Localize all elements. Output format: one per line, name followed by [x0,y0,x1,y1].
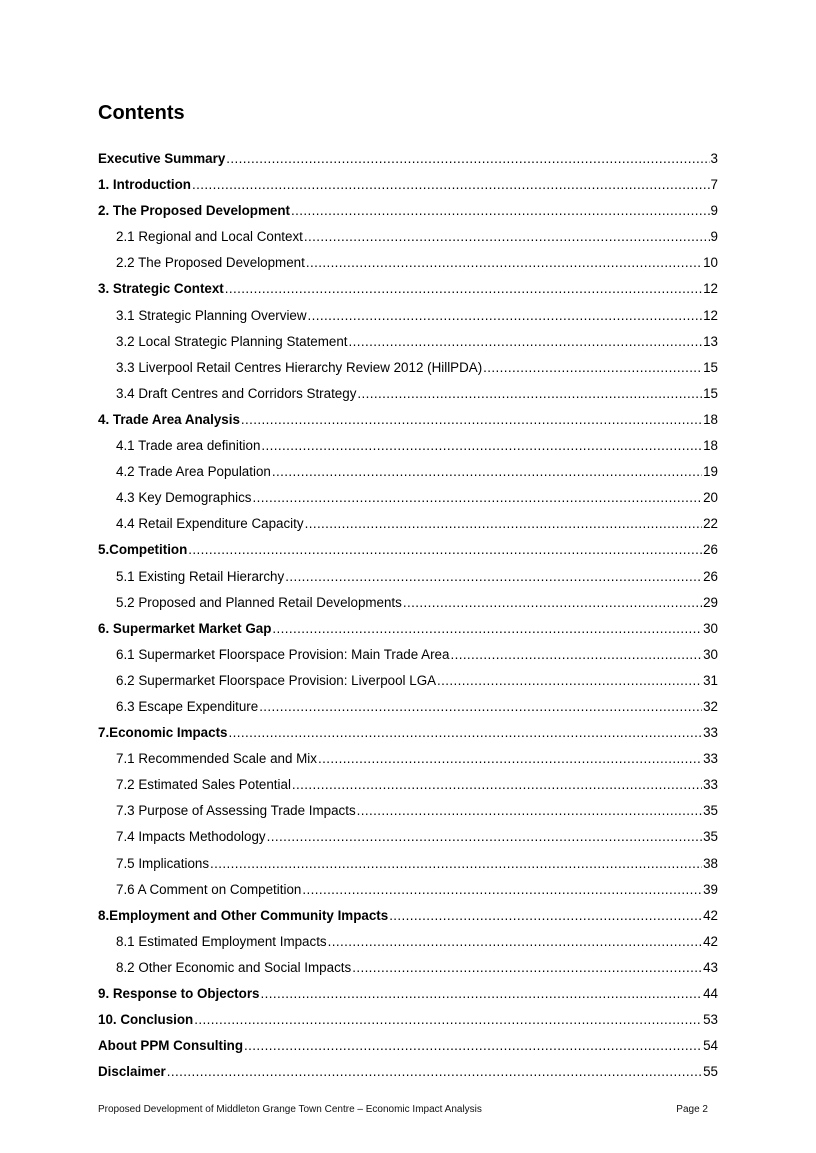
toc-entry-page-number: 26 [703,568,718,584]
toc-section-entry[interactable] [98,1033,718,1059]
toc-entry-label: 7.4 Impacts Methodology [116,829,266,845]
toc-entry-label: 7.Economic Impacts [98,725,228,741]
toc-entry-label: 3.3 Liverpool Retail Centres Hierarchy Review 2012 (HillPDA) [116,359,483,375]
toc-entry-page-number: 42 [703,907,718,923]
toc-subsection-entry[interactable] [98,250,718,276]
toc-dot-leader [194,1007,702,1033]
toc-entry-label: 10. Conclusion [98,1012,194,1028]
toc-section-entry[interactable] [98,537,718,563]
toc-section-entry[interactable] [98,720,718,746]
toc-dot-leader [305,511,703,537]
toc-entry-page-number: 12 [703,307,718,323]
toc-dot-leader [357,381,702,407]
toc-subsection-entry[interactable] [98,668,718,694]
toc-entry-page-number: 54 [703,1038,718,1054]
toc-dot-leader [225,276,702,302]
toc-entry-label: 6.3 Escape Expenditure [116,698,259,714]
toc-entry-page-number: 30 [703,646,718,662]
toc-subsection-entry[interactable] [98,877,718,903]
toc-subsection-entry[interactable] [98,224,718,250]
toc-entry-page-number: 10 [703,255,718,271]
toc-entry-page-number: 13 [703,333,718,349]
toc-subsection-entry[interactable] [98,590,718,616]
toc-entry-label: 3.2 Local Strategic Planning Statement [116,333,348,349]
toc-entry-label: 3.4 Draft Centres and Corridors Strategy [116,385,357,401]
toc-entry-label: 7.1 Recommended Scale and Mix [116,751,317,767]
toc-dot-leader [483,355,702,381]
toc-entry-page-number: 33 [703,751,718,767]
toc-subsection-entry[interactable] [98,694,718,720]
toc-dot-leader [210,851,702,877]
toc-dot-leader [285,564,702,590]
toc-subsection-entry[interactable] [98,381,718,407]
toc-subsection-entry[interactable] [98,746,718,772]
toc-dot-leader [229,720,703,746]
toc-dot-leader [389,903,702,929]
toc-entry-label: 4.2 Trade Area Population [116,464,271,480]
toc-section-entry[interactable] [98,198,718,224]
toc-dot-leader [302,877,702,903]
toc-entry-page-number: 35 [703,829,718,845]
toc-subsection-entry[interactable] [98,355,718,381]
toc-dot-leader [167,1059,702,1085]
toc-dot-leader [450,642,702,668]
toc-entry-page-number: 15 [703,359,718,375]
toc-entry-label: 5.1 Existing Retail Hierarchy [116,568,285,584]
toc-subsection-entry[interactable] [98,303,718,329]
toc-entry-page-number: 9 [710,229,718,245]
footer-page-number: Page 2 [676,1104,708,1115]
table-of-contents [98,146,718,1085]
toc-subsection-entry[interactable] [98,824,718,850]
toc-entry-page-number: 39 [703,881,718,897]
toc-entry-page-number: 30 [703,620,718,636]
toc-subsection-entry[interactable] [98,564,718,590]
toc-dot-leader [352,955,702,981]
toc-entry-label: 2.2 The Proposed Development [116,255,305,271]
toc-subsection-entry[interactable] [98,511,718,537]
toc-section-entry[interactable] [98,616,718,642]
toc-dot-leader [328,929,702,955]
page-footer [98,1104,708,1116]
toc-entry-page-number: 3 [710,151,718,166]
toc-entry-page-number: 55 [703,1064,718,1080]
toc-entry-label: 7.3 Purpose of Assessing Trade Impacts [116,803,356,819]
toc-entry-label: 8.2 Other Economic and Social Impacts [116,959,352,975]
toc-dot-leader [252,485,702,511]
toc-entry-label: 4.1 Trade area definition [116,438,261,454]
toc-section-entry[interactable] [98,276,718,302]
toc-entry-label: About PPM Consulting [98,1038,244,1054]
toc-entry-label: 3. Strategic Context [98,281,224,297]
toc-section-entry[interactable] [98,146,718,172]
toc-entry-label: 4. Trade Area Analysis [98,411,240,427]
toc-entry-label: 2. The Proposed Development [98,203,290,219]
toc-subsection-entry[interactable] [98,798,718,824]
toc-entry-page-number: 33 [703,725,718,741]
toc-entry-page-number: 12 [703,281,718,297]
toc-entry-label: 5.2 Proposed and Planned Retail Developments [116,594,402,610]
toc-dot-leader [308,303,703,329]
toc-entry-label: 6. Supermarket Market Gap [98,620,272,636]
toc-entry-label: 8.1 Estimated Employment Impacts [116,933,327,949]
toc-dot-leader [259,694,702,720]
toc-subsection-entry[interactable] [98,485,718,511]
toc-dot-leader [272,616,702,642]
toc-dot-leader [192,172,710,198]
toc-entry-label: Executive Summary [98,151,226,166]
toc-dot-leader [244,1033,702,1059]
toc-subsection-entry[interactable] [98,433,718,459]
toc-dot-leader [291,198,710,224]
toc-dot-leader [261,433,702,459]
toc-entry-label: 3.1 Strategic Planning Overview [116,307,307,323]
toc-entry-label: 6.2 Supermarket Floorspace Provision: Liverpool LGA [116,672,437,688]
toc-subsection-entry[interactable] [98,459,718,485]
toc-entry-label: 7.5 Implications [116,855,210,871]
toc-dot-leader [349,329,703,355]
toc-dot-leader [260,981,702,1007]
toc-section-entry[interactable] [98,172,718,198]
toc-dot-leader [292,772,702,798]
toc-entry-page-number: 42 [703,933,718,949]
toc-section-entry[interactable] [98,903,718,929]
toc-entry-page-number: 9 [710,203,718,219]
toc-dot-leader [267,824,702,850]
toc-subsection-entry[interactable] [98,955,718,981]
toc-dot-leader [188,537,702,563]
toc-dot-leader [318,746,702,772]
toc-dot-leader [304,224,710,250]
toc-entry-page-number: 33 [703,777,718,793]
toc-subsection-entry[interactable] [98,851,718,877]
toc-dot-leader [357,798,702,824]
toc-entry-label: 6.1 Supermarket Floorspace Provision: Main Trade Area [116,646,450,662]
toc-entry-page-number: 32 [703,698,718,714]
toc-subsection-entry[interactable] [98,929,718,955]
toc-entry-label: 7.6 A Comment on Competition [116,881,302,897]
toc-entry-page-number: 22 [703,516,718,532]
toc-entry-page-number: 26 [703,542,718,558]
toc-section-entry[interactable] [98,407,718,433]
toc-entry-page-number: 38 [703,855,718,871]
toc-dot-leader [437,668,702,694]
toc-entry-label: 2.1 Regional and Local Context [116,229,303,245]
toc-entry-page-number: 7 [710,177,718,193]
toc-entry-label: 9. Response to Objectors [98,986,260,1001]
toc-dot-leader [306,250,702,276]
toc-entry-page-number: 18 [703,438,718,454]
toc-entry-page-number: 29 [703,594,718,610]
toc-entry-page-number: 35 [703,803,718,819]
toc-section-entry[interactable] [98,1059,718,1085]
toc-entry-page-number: 19 [703,464,718,480]
toc-subsection-entry[interactable] [98,772,718,798]
toc-entry-label: 1. Introduction [98,177,191,193]
toc-entry-page-number: 18 [703,411,718,427]
toc-entry-page-number: 15 [703,385,718,401]
page-title: Contents [98,102,185,124]
footer-document-title: Proposed Development of Middleton Grange Town Centre – Economic Impact Analysis [98,1104,482,1115]
toc-entry-page-number: 44 [703,986,718,1001]
toc-entry-label: 4.4 Retail Expenditure Capacity [116,516,304,532]
toc-entry-page-number: 53 [703,1012,718,1028]
toc-dot-leader [226,146,709,172]
toc-dot-leader [272,459,702,485]
toc-subsection-entry[interactable] [98,642,718,668]
toc-entry-page-number: 31 [703,672,718,688]
toc-section-entry[interactable] [98,1007,718,1033]
toc-entry-page-number: 20 [703,490,718,506]
toc-entry-label: 7.2 Estimated Sales Potential [116,777,291,793]
toc-entry-label: 5.Competition [98,542,188,558]
toc-section-entry[interactable] [98,981,718,1007]
toc-dot-leader [403,590,702,616]
toc-dot-leader [241,407,702,433]
toc-entry-label: Disclaimer [98,1064,166,1080]
toc-subsection-entry[interactable] [98,329,718,355]
toc-entry-label: 8.Employment and Other Community Impacts [98,907,389,923]
toc-entry-label: 4.3 Key Demographics [116,490,252,506]
toc-entry-page-number: 43 [703,959,718,975]
